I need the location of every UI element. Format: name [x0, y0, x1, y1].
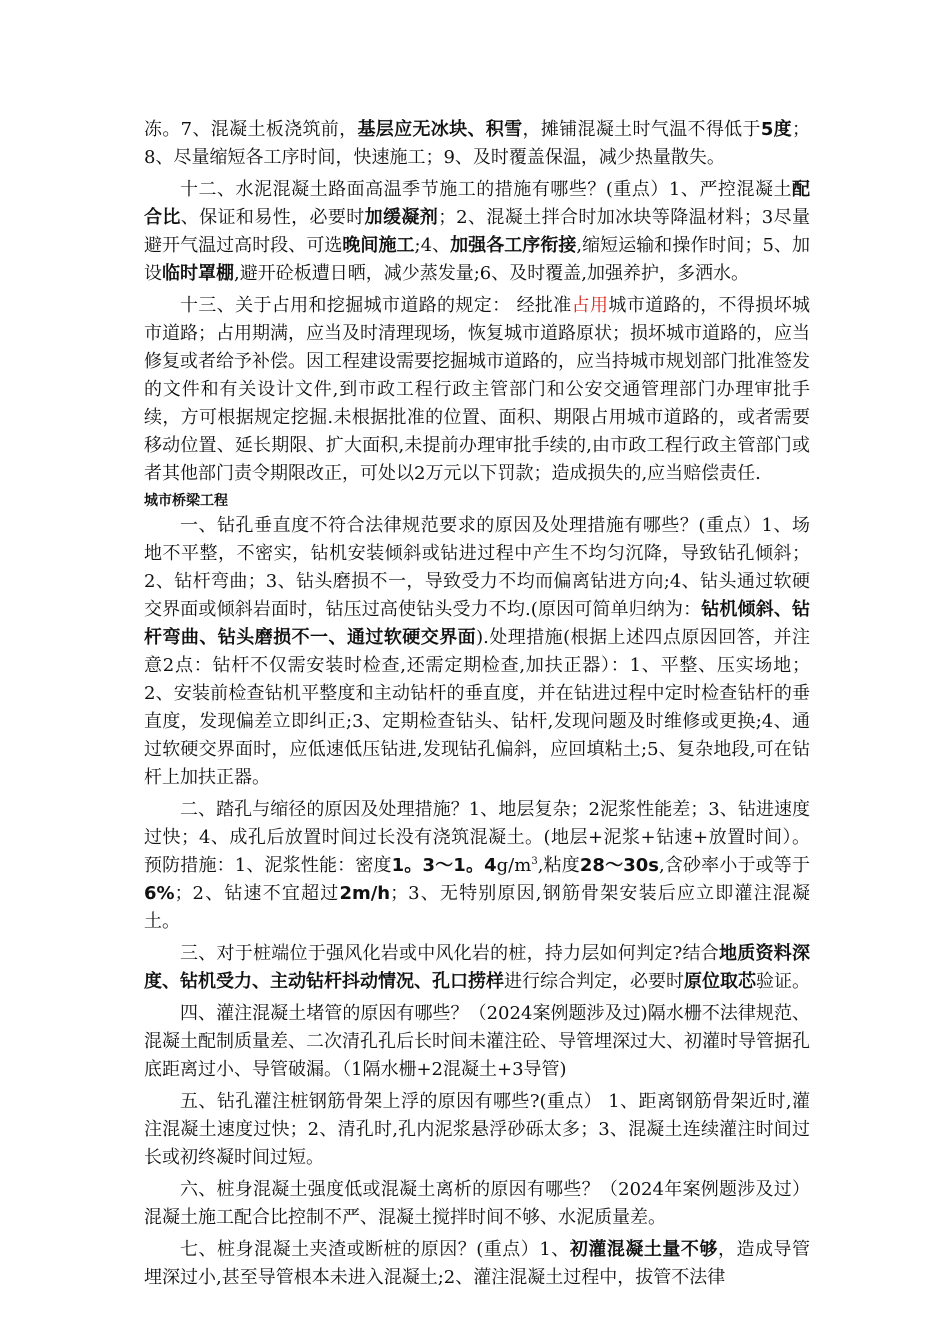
bold-run: 6% — [144, 883, 175, 904]
text-run: 一、钻孔垂直度不符合法律规范要求的原因及处理措施有哪些？(重点）1、场地不平整，不密实，钻机安装倾斜或钻进过程中产生不均匀沉降，导致钻孔倾斜；2、钻杆弯曲；3、钻头磨损不一，导致受力不均而偏离钻进方向;4、钻头通过软硬交界面或倾斜岩面时，钻压过高使钻头受力不均.(原因可简单归纳为： — [144, 515, 810, 620]
text-run: ；2、混凝土拌合时加冰块等降温材料；3尽量避开气温过高时段、可选 — [144, 207, 811, 256]
text-run: 五、钻孔灌注桩钢筋骨架上浮的原因有哪些?(重点） 1、距离钢筋骨架近时,灌注混凝土速度过快；2、清孔时,孔内泥浆悬浮砂砾太多；3、混凝土连续灌注时间过长或初终凝时间过短。 — [144, 1091, 810, 1168]
bold-run: 28～30s — [579, 855, 659, 876]
text-run: 六、桩身混凝土强度低或混凝土离析的原因有哪些？（2024年案例题涉及过）混凝土施工配合比控制不严、混凝土搅拌时间不够、水泥质量差。 — [144, 1179, 810, 1228]
text-run: 七、桩身混凝土夹渣或断桩的原因？(重点）1、 — [180, 1239, 570, 1260]
paragraph-bridge-q4 — [144, 1000, 810, 1084]
text-run: 城市道路的，不得损坏城市道路；占用期满，应当及时清理现场，恢复城市道路原状；损坏城市道路的，应当修复或者给予补偿。因工程建设需要挖掘城市道路的，应当持城市规划部门批准签发的文件和有关设计文件,到市政工程行政主管部门和公安交通管理部门办理审批手续，方可根据规定挖掘.未根据批准的位置、面积、期限占用城市道路的，或者需要移动位置、延长期限、扩大面积,未提前办理审批手续的,由市政工程行政主管部门或者其他部门责令期限改正，可处以2万元以下罚款；造成损失的,应当赔偿责任. — [144, 295, 810, 484]
text-run: 十二、水泥混凝土路面高温季节施工的措施有哪些？(重点）1、严控混凝土 — [180, 179, 792, 200]
text-run: 、保证和易性，必要时 — [180, 207, 365, 228]
bold-run: 地质资料深度、钻机受力、主动钻杆抖动情况、孔口捞样 — [144, 943, 810, 992]
paragraph-road-12 — [144, 176, 810, 288]
paragraph-bridge-q2 — [144, 796, 810, 936]
text-run: 二、踏孔与缩径的原因及处理措施？1、地层复杂；2泥浆性能差；3、钻进速度过快；4、成孔后放置时间过长没有浇筑混凝土。(地层+泥浆+钻速+放置时间）。预防措施：1、泥浆性能：密度 — [144, 799, 810, 876]
bold-run: 配合比 — [144, 179, 810, 228]
text-run: ,含砂率小于或等于 — [659, 855, 810, 876]
text-run: ,避开砼板遭日晒，减少蒸发量;6、及时覆盖,加强养护，多洒水。 — [234, 263, 749, 284]
bold-run: 临时罩棚 — [162, 263, 234, 284]
text-run: ，造成导管埋深过小,甚至导管根本未进入混凝土;2、灌注混凝土过程中，拔管不法律 — [144, 1239, 810, 1288]
paragraph-road-13 — [144, 292, 810, 488]
bold-run: 5度 — [760, 119, 793, 140]
bold-run: 加缓凝剂 — [364, 207, 439, 228]
unit-run: g/m — [496, 855, 532, 876]
bold-run: 晚间施工 — [342, 235, 415, 256]
bold-run: 1。3～1。4 — [391, 855, 497, 876]
bold-run: 基层应无冰块、积雪 — [357, 119, 523, 140]
bold-run: 2m/h — [339, 883, 391, 904]
section-title-bridge: 城市桥梁工程 — [144, 493, 228, 509]
paragraph-winter-continuation — [144, 116, 810, 172]
text-run: ;4、 — [414, 235, 451, 256]
text-run: 四、灌注混凝土堵管的原因有哪些？（2024案例题涉及过)隔水栅不法律规范、混凝土配制质量差、二次清孔孔后长时间未灌注砼、导管埋深过大、初灌时导管据孔底距离过小、导管破漏。（1隔水栅+2混凝土+3导管) — [144, 1003, 810, 1080]
text-run: 验证。 — [756, 971, 810, 992]
text-run: ,缩短运输和操作时间；5、加设 — [144, 235, 810, 284]
text-run: 进行综合判定，必要时 — [504, 971, 684, 992]
paragraph-bridge-q6 — [144, 1176, 810, 1232]
unit-superscript: 3 — [531, 856, 538, 867]
text-run: ,粘度 — [537, 855, 580, 876]
text-run: 十三、关于占用和挖掘城市道路的规定： 经批准 — [180, 295, 572, 316]
bold-run: 加强各工序衔接 — [450, 235, 577, 256]
paragraph-bridge-q1 — [144, 512, 810, 792]
bold-run: 钻机倾斜、钻杆弯曲、钻头磨损不一、通过软硬交界面 — [144, 599, 810, 648]
text-run: 三、对于桩端位于强风化岩或中风化岩的桩，持力层如何判定?结合 — [180, 943, 720, 964]
highlight-run: 占用 — [571, 295, 609, 316]
page-content — [144, 116, 810, 1292]
text-run: ；2、钻速不宜超过 — [174, 883, 340, 904]
bold-run: 原位取芯 — [684, 971, 756, 992]
text-run: ，摊铺混凝土时气温不得低于 — [522, 119, 761, 140]
text-run: ；8、尽量缩短各工序时间，快速施工；9、及时覆盖保温，减少热量散失。 — [144, 119, 811, 168]
paragraph-bridge-q3 — [144, 940, 810, 996]
bold-run: 初灌混凝土量不够 — [569, 1239, 718, 1260]
text-run: 冻。7、混凝土板浇筑前， — [144, 119, 358, 140]
paragraph-bridge-q5 — [144, 1088, 810, 1172]
paragraph-bridge-q7 — [144, 1236, 810, 1292]
text-run: ；3、无特别原因,钢筋骨架安装后应立即灌注混凝土。 — [144, 883, 811, 932]
text-run: ).处理措施(根据上述四点原因回答，并注意2点：钻杆不仅需安装时检查,还需定期检查,加扶正器）：1、平整、压实场地；2、安装前检查钻机平整度和主动钻杆的垂直度，并在钻进过程中定时检查钻杆的垂直度，发现偏差立即纠正;3、定期检查钻头、钻杆,发现问题及时维修或更换;4、通过软硬交界面时，应低速低压钻进,发现钻孔偏斜，应回填粘土;5、复杂地段,可在钻杆上加扶正器。 — [144, 627, 811, 788]
